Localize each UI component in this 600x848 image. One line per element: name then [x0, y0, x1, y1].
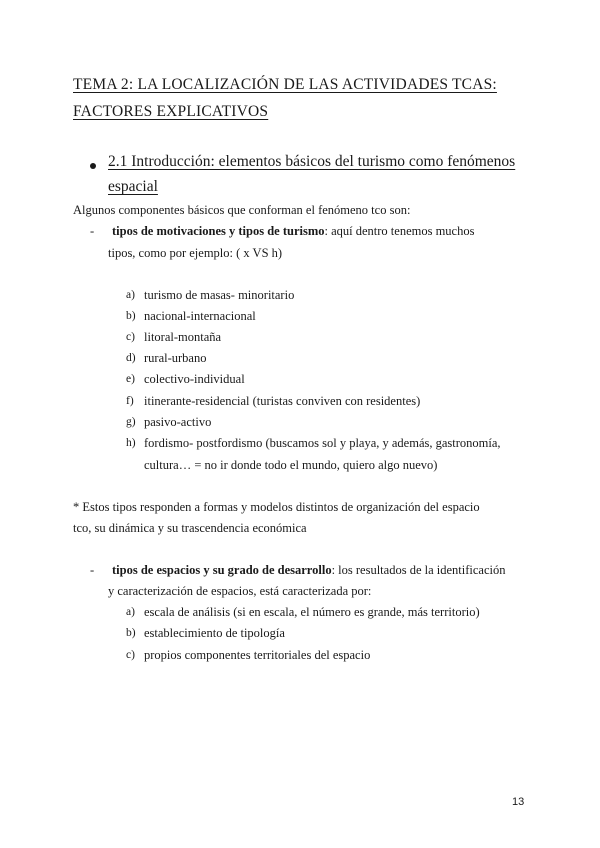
section-heading-line-1: 2.1 Introducción: elementos básicos del turismo como fenómenos: [108, 153, 516, 170]
note-line-1: * Estos tipos responden a formas y modelos distintos de organización del espacio: [73, 500, 480, 514]
group1-item-label: c): [126, 331, 135, 343]
page-number: 13: [512, 796, 525, 808]
group2-item-label: b): [126, 627, 136, 639]
group2-first-line: [112, 563, 506, 578]
group1-first-line: [112, 224, 474, 239]
group1-item-text-continued: cultura… = no ir donde todo el mundo, quiero algo nuevo): [144, 458, 438, 472]
group1-heading: tipos de motivaciones y tipos de turismo: [112, 224, 325, 238]
group2-item-label: a): [126, 606, 135, 618]
group1-text-1: : aquí dentro tenemos muchos: [324, 224, 475, 238]
group1-item-label: g): [126, 416, 136, 428]
bullet-dot-icon: [90, 163, 96, 169]
group1-item-text: rural-urbano: [144, 351, 207, 365]
group2-heading: tipos de espacios y su grado de desarrollo: [112, 563, 332, 577]
group1-item-label: a): [126, 289, 135, 301]
group1-text-2: tipos, como por ejemplo: ( x VS h): [108, 246, 283, 260]
page-title-line-1: TEMA 2: LA LOCALIZACIÓN DE LAS ACTIVIDADES TCAS:: [73, 76, 497, 93]
group1-item-text: colectivo-individual: [144, 372, 245, 386]
group2-text-2: y caracterización de espacios, está caracterizada por:: [108, 584, 372, 598]
note-line-2: tco, su dinámica y su trascendencia económica: [73, 521, 307, 535]
group2-text-1: : los resultados de la identificación: [331, 563, 506, 577]
group1-item-label: h): [126, 437, 136, 449]
group1-item-text: fordismo- postfordismo (buscamos sol y playa, y además, gastronomía,: [144, 436, 501, 450]
group1-item-text: nacional-internacional: [144, 309, 256, 323]
intro-paragraph: Algunos componentes básicos que conforman el fenómeno tco son:: [73, 203, 411, 217]
section-heading-line-2: espacial: [108, 178, 158, 195]
group1-item-text: pasivo-activo: [144, 415, 212, 429]
group1-dash: -: [90, 224, 95, 238]
group1-item-text: litoral-montaña: [144, 330, 222, 344]
group2-item-text: propios componentes territoriales del espacio: [144, 648, 371, 662]
group2-item-text: establecimiento de tipología: [144, 626, 285, 640]
group1-item-label: b): [126, 310, 136, 322]
group1-item-text: itinerante-residencial (turistas conviven con residentes): [144, 394, 421, 408]
group2-item-label: c): [126, 649, 135, 661]
group2-item-text: escala de análisis (si en escala, el número es grande, más territorio): [144, 605, 480, 619]
page-title-line-2: FACTORES EXPLICATIVOS: [73, 103, 269, 120]
group1-item-label: f): [126, 395, 134, 407]
group1-item-label: d): [126, 352, 136, 364]
group1-item-label: e): [126, 373, 135, 385]
group1-item-text: turismo de masas- minoritario: [144, 288, 295, 302]
group2-dash: -: [90, 563, 95, 577]
